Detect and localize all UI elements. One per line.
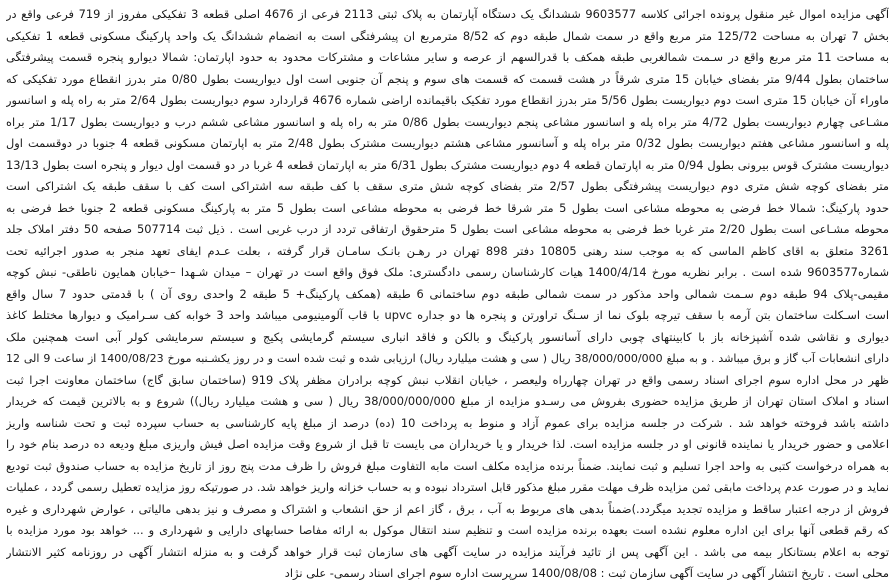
notice-line: بخش 7 تهران به مساحت 125/72 متر مربع واقع در سمت شمال طبقه دوم که 8/52 مترمربع ان پیشرفتگی است به انضمام ششدانگ یک واحد پارکینگ مسکونی قطعه 1 تفکیکی <box>6 28 889 43</box>
notice-line: که رقم قطعی آنها برای این اداره معلوم نشده است بعهده برنده مزایده است و تنظیم سند انتقال موکول به ارائه مفاصا حسابهای دارایی و شهرداری و ... خواهد بود مورد مزایده با <box>6 523 889 537</box>
notice-line: ظهر در محل اداره سوم اجرای اسناد رسمی واقع در تهران چهارراه ولیعصر ، خیابان انقلاب نبش کوچه برادران مظفر پلاک 919 (ساختمان سابق گاج) ساختمان معاونت اجرا ثبت <box>6 372 889 387</box>
notice-line: دیواریست مشترک قوس بیرونی بطول 0/94 متر به اپارتمان قطعه 4 دوم دیواریست مشترک بطول 6/31 متر به اپارتمان قطعه 4 غربا در دو قسمت اول دیوار و پنجره است بطول 13/13 <box>6 157 889 172</box>
notice-line: اعلامی و حضور خریدار یا نماینده قانونی او در جلسه مزایده است. لذا خریدار و یا خریداران می بایست تا قبل از شروع وقت مزایده اصل فیش واریزی مبلغ ودیعه ده درصد بنام خود را <box>6 437 889 451</box>
notice-line: آگهی مزایده اموال غیر منقول پرونده اجرائی کلاسه 9603577 ششدانگ یک دستگاه آپارتمان به پلاک ثبتی 2113 فرعی از 4676 اصلی قطعه 3 تفکیکی مفروز از 719 فرعی واقع در <box>6 7 889 21</box>
notice-line: ساختمان بطول 9/44 متر بفضای خیابان 15 متری شرقاً در هشت قسمت که قسمت های سوم و پنجم آن جنوبی است اول دیواریست بطول 0/80 متر بدرز انقطاع مورد تفکیکی که <box>6 71 889 86</box>
notice-line: دیواری و نقاشی شده آشپزخانه باز با کابینتهای چوبی دارای آسانسور پارکینگ و بالکن و فاقد انباری سیستم گرمایشی پکیج و سیستم سرمایشی کولر آبی است همچنین ملک <box>6 329 889 344</box>
notice-line: توجه به اعلام بستانکار بیمه می باشد . این آگهی پس از تائید فرآیند مزایده در سایت آگهی های سازمان ثبت قرار خواهد گرفت و به منزله انتشار آگهی در روزنامه کثیر الانتشار <box>6 544 889 559</box>
notice-line: ماوراء آن خیابان 15 متری است دوم دیواریست بطول 5/56 متر بدرز انقطاع مورد تفکیک باقیمانده اراضی شماره 4676 قراردارد سوم دیواریست بطول 2/64 متر به راه پله و اسانسور <box>6 93 889 107</box>
notice-line: به مساحت 11 متر مربع واقع در سـمت شمالغربی طبقه همکف با قدرالسهم از عرصه و سایر مشاعات و مشترکات محدود به حدود اپارتمان: شمالا دیوارو پنجره قسمت پیشرفتگی <box>6 50 889 64</box>
notice-line: متر بفضای کوچه شش متری دوم دیواریست پیشرفتگی بطول 2/57 متر بفضای کوچه شش متری سقف با کف طبقه سه اشتراکی است کف با سقف طبقه یک اشتراکی است <box>6 179 889 193</box>
notice-line: محلی است . تاریخ انتشار آگهی در سایت آگهی سازمان ثبت : 1400/08/08 سرپرست اداره سوم اجرای اسناد رسمی- علی نژاد <box>284 566 889 580</box>
notice-line: است اسـکلت ساختمان بتن آرمه با سقف تیرچه بلوک نما از سـنگ تراورتن و پنجره ها دو جداره upvc با قاب آلومینیومی میباشد واحد 3 خوابه کف سـرامیک و دیوارها مختلط کاغذ <box>6 308 889 322</box>
notice-line: اسناد و املاک استان تهران از طریق مزایده حضوری بفروش می رسـدو مزایده از مبلغ 38/000/000/000 ریال ( سی و هشت میلیارد ریال)) شروع و به بالاترین قیمت که خریدار <box>6 394 889 408</box>
notice-line: مشـاعی چهارم دیواریست بطول 4/72 متر براه پله و اسانسور مشاعی پنجم دیواریست بطول 0/86 متر به راه پله و اسانسور مشاعی ششم درب و دیواریست بطول 1/17 متر براه <box>6 114 889 129</box>
notice-line: فروش از درجه اعتبار ساقط و مزایده تجدید میگردد.)ضمناً بدهی های مربوط به آب ، برق ، گاز اعم از حق انشعاب و اشتراک و مصرف و نیز بدهی مالیاتی ، عوارض شهرداری و غیره <box>6 501 889 516</box>
notice-line: نماید و در صورت عدم پرداخت مابقی ثمن مزایده ظرف مهلت مقرر مبلغ مذکور قابل استرداد نبوده و به حساب خزانه واریز خواهد شد. در صورتیکه روز مزایده تعطیل رسمی گردد ، عملیات <box>6 481 889 494</box>
notice-line: داشته باشد فروخته خواهد شد . شرکت در جلسه مزایده برای عموم آزاد و منوط به پرداخت 10 (ده) درصد از مبلغ پایه کارشناسی به حساب سپرده ثبت و تحت شناسه واریز <box>6 415 889 430</box>
notice-line: مقیمی-پلاک 94 طبقه دوم سـمت شمالی واحد مذکور در سمت شمالی طبقه دوم ساختمانی 6 طبقه (همکف پارکینگ+ 5 طبقه 2 واحدی روی آن ) با قدمتی حدود 7 سال واقع <box>6 286 889 301</box>
notice-line: پله و اسانسور مشاعی هفتم دیواریست بطول 0/32 متر براه پله و آسانسور مشاعی هشتم دیواریست مشترک بطول 2/48 متر به اپارتمان مسکونی قطعه 4 جنوبا در دوقسمت اول <box>6 136 889 150</box>
notice-line: به همراه درخواست کتبی به واحد اجرا تسلیم و ثبت نمایند. ضمناً برنده مزایده مکلف است مابه التفاوت مبلغ فروش را ظرف مدت پنج روز از تاریخ مزایده به حساب صندوق ثبت تودیع <box>6 458 889 473</box>
notice-line: محوطه مشـاعی است بطول 2/20 متر غربا خط فرضی به محوطه مشاعی است بطول 5 مترحقوق ارتفاقی تردد از درب غربی است . ذیل ثبت 507714 صفحه 50 دفتر املاک جلد <box>6 222 889 236</box>
notice-line: دارای انشعابات آب گاز و برق میباشد . و به مبلغ 38/000/000/000 ریال ( سی و هشت میلیارد ریال) ارزیابی شده و ثبت شده است و در روز یکشـنبه مورخ 1400/08/23 از ساعت 9 الی 12 <box>6 352 889 365</box>
notice-line: حدود پارکینگ: شمالا خط فرضی به محوطه مشاعی است بطول 5 متر شرقا خط فرضی به محوطه مشاعی است بطول 5 متر به پارکینگ مسکونی قطعه 2 جنوبا خط فرضی به <box>6 200 889 215</box>
notice-line: 3261 متعلق به اقای کاظم الماسی که به موجب سند رهنی 10805 دفتر 898 تهران در رهـن بانـک سامـان قرار گرفته ، بعلت عـدم ایفای تعهد منجر به صدور اجرائیه تحت <box>6 243 889 258</box>
notice-line: شماره9603577 شده است . برابر نظریه مورخ 1400/4/14 هیات کارشناسان رسمی دادگستری: ملک فوق واقع است در تهران – میدان شـهدا –خیابان همایون ناطقی- نبش کوچه <box>6 265 889 279</box>
